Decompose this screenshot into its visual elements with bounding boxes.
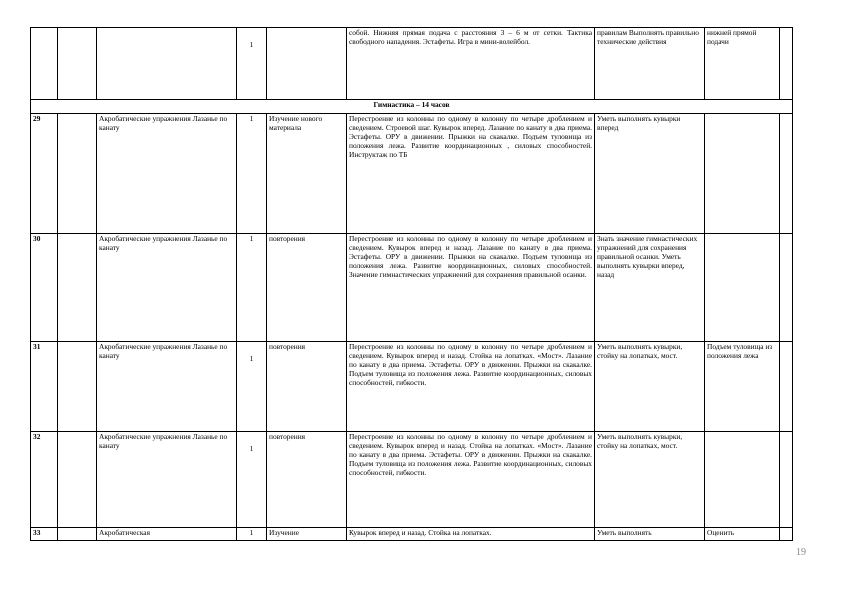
empty-cell <box>780 234 793 342</box>
table-row <box>31 432 793 528</box>
empty-cell <box>780 342 793 432</box>
lesson-number: 31 <box>31 342 58 432</box>
empty-cell <box>58 28 97 100</box>
lesson-type: Изучение нового материала <box>267 114 347 234</box>
lesson-type <box>267 28 347 100</box>
lesson-plan-table <box>30 27 793 541</box>
hours-value: 1 <box>249 40 254 49</box>
empty-cell <box>58 114 97 234</box>
lesson-topic: Акробатические упражнения Лазанье по канату <box>97 432 237 528</box>
empty-cell <box>58 432 97 528</box>
lesson-requirements: Знать значение гимнастических упражнений для сохранения правильной осанки. Уметь выполнять кувырки вперед, назад <box>595 234 705 342</box>
lesson-control: Оценить <box>705 528 780 541</box>
lesson-control <box>705 234 780 342</box>
empty-cell <box>58 342 97 432</box>
lesson-requirements: правилам Выполнять правильно технические действия <box>595 28 705 100</box>
empty-cell <box>58 528 97 541</box>
section-title: Гимнастика – 14 часов <box>31 100 793 114</box>
lesson-control: нижней прямой подачи <box>705 28 780 100</box>
table-row <box>31 528 793 541</box>
lesson-requirements: Уметь выполнять кувырки, стойку на лопатках, мост. <box>595 432 705 528</box>
lesson-content: Перестроение из колонны по одному в колонну по четыре дроблением и сведением. Кувырок вперед и назад. Стойка на лопатках. «Мост». Лазание по канату в два приема. Эстафеты. ОРУ в движении. Прыжки на скакалке. Подъем туловища из положения лежа. Развитие координационных, силовых способностей, гибкости. <box>347 342 595 432</box>
lesson-content: собой. Нижняя прямая подача с расстояния 3 – 6 м от сетки. Тактика свободного нападения. Эстафеты. Игра в мини-волейбол. <box>347 28 595 100</box>
page-number: 19 <box>796 547 806 558</box>
lesson-requirements: Уметь выполнять кувырки, стойку на лопатках, мост. <box>595 342 705 432</box>
lesson-control <box>705 114 780 234</box>
lesson-control <box>705 432 780 528</box>
lesson-type: повторения <box>267 234 347 342</box>
hours-value: 1 <box>249 354 254 363</box>
table-row <box>31 28 793 100</box>
table-row <box>31 114 793 234</box>
lesson-hours: 1 <box>237 114 267 234</box>
hours-value: 1 <box>249 444 254 453</box>
lesson-number <box>31 28 58 100</box>
lesson-content: Кувырок вперед и назад. Стойка на лопатках. <box>347 528 595 541</box>
empty-cell <box>780 114 793 234</box>
lesson-hours: 1 <box>237 528 267 541</box>
table-row <box>31 234 793 342</box>
lesson-topic <box>97 28 237 100</box>
lesson-control: Подъем туловища из положения лежа <box>705 342 780 432</box>
lesson-hours: 1 <box>237 234 267 342</box>
lesson-content: Перестроение из колонны по одному в колонну по четыре дроблением и сведением. Строевой шаг. Кувырок вперед. Лазание по канату в два приема. Эстафеты. ОРУ в движении. Прыжки на скакалке. Подъем туловища из положения лежа. Развитие координационных , силовых способностей. Инструктаж по ТБ <box>347 114 595 234</box>
lesson-hours <box>237 342 267 432</box>
lesson-content: Перестроение из колонны по одному в колонну по четыре дроблением и сведением. Кувырок вперед и назад. Лазание по канату в два приема. Эстафеты. ОРУ в движении. Прыжки на скакалке. Подъем туловища из положения лежа. Развитие координационных, силовых способностей. Значение гимнастических упражнений для сохранения правильной осанки. <box>347 234 595 342</box>
empty-cell <box>780 528 793 541</box>
lesson-number: 32 <box>31 432 58 528</box>
lesson-number: 30 <box>31 234 58 342</box>
empty-cell <box>780 28 793 100</box>
lesson-topic: Акробатическая <box>97 528 237 541</box>
lesson-type: повторения <box>267 342 347 432</box>
lesson-hours <box>237 28 267 100</box>
lesson-requirements: Уметь выполнять <box>595 528 705 541</box>
empty-cell <box>58 234 97 342</box>
empty-cell <box>780 432 793 528</box>
table-row <box>31 342 793 432</box>
lesson-topic: Акробатические упражнения Лазанье по канату <box>97 114 237 234</box>
lesson-number: 33 <box>31 528 58 541</box>
lesson-type: Изучение <box>267 528 347 541</box>
lesson-requirements: Уметь выполнять кувырки вперед <box>595 114 705 234</box>
lesson-topic: Акробатические упражнения Лазанье по канату <box>97 342 237 432</box>
lesson-type: повторения <box>267 432 347 528</box>
lesson-hours <box>237 432 267 528</box>
section-row <box>31 100 793 114</box>
lesson-topic: Акробатические упражнения Лазанье по канату <box>97 234 237 342</box>
lesson-content: Перестроение из колонны по одному в колонну по четыре дроблением и сведением. Кувырок вперед и назад. Стойка на лопатках. «Мост». Лазание по канату в два приема. Эстафеты. ОРУ в движении. Прыжки на скакалке. Подъем туловища из положения лежа. Развитие координационных, силовых способностей, гибкости. <box>347 432 595 528</box>
lesson-number: 29 <box>31 114 58 234</box>
